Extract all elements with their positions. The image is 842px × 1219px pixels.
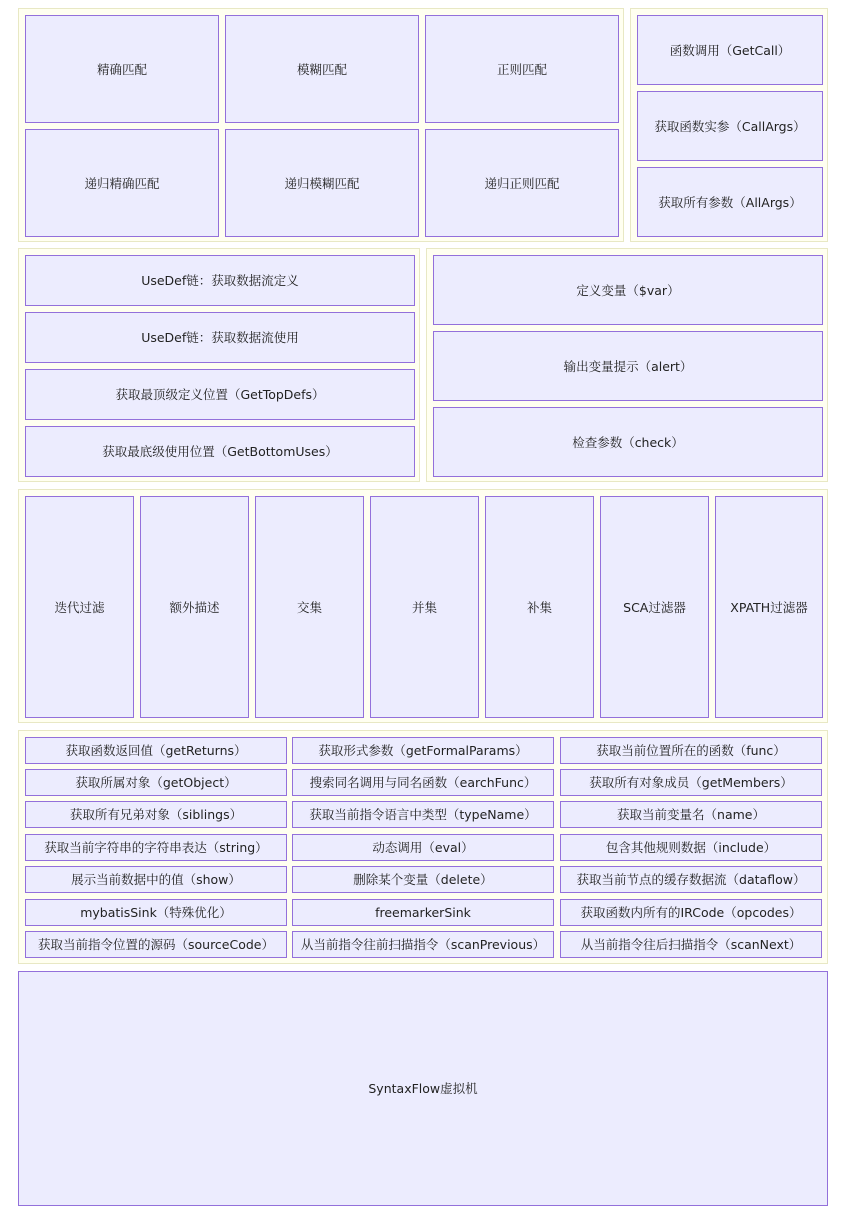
native-call-box: 获取当前节点的缓存数据流（dataflow） (560, 866, 822, 893)
check-box: 检查参数（check） (433, 407, 823, 477)
native-call-box: 获取当前字符串的字符串表达（string） (25, 834, 287, 861)
native-call-group (18, 730, 828, 964)
native-call-box: 获取函数内所有的IRCode（opcodes） (560, 899, 822, 926)
native-call-box: 展示当前数据中的值（show） (25, 866, 287, 893)
native-call-box: 获取所有对象成员（getMembers） (560, 769, 822, 796)
define-var-box: 定义变量（$var） (433, 255, 823, 325)
usedef-def-box: UseDef链：获取数据流定义 (25, 255, 415, 306)
recursive-regex-match-box: 递归正则匹配 (425, 129, 619, 237)
call-args-box: 获取函数实参（CallArgs） (637, 91, 823, 161)
filter-box: SCA过滤器 (600, 496, 709, 718)
get-call-box: 函数调用（GetCall） (637, 15, 823, 85)
filter-box: 并集 (370, 496, 479, 718)
filter-box: 迭代过滤 (25, 496, 134, 718)
filter-box: XPATH过滤器 (715, 496, 823, 718)
native-call-box: mybatisSink（特殊优化） (25, 899, 287, 926)
filter-box: 补集 (485, 496, 594, 718)
native-call-box: 获取当前变量名（name） (560, 801, 822, 828)
native-call-box: 获取所属对象（getObject） (25, 769, 287, 796)
exact-match-box: 精确匹配 (25, 15, 219, 123)
call-group (630, 8, 828, 242)
filter-group (18, 489, 828, 723)
top-defs-box: 获取最顶级定义位置（GetTopDefs） (25, 369, 415, 420)
regex-match-box: 正则匹配 (425, 15, 619, 123)
usedef-group (18, 248, 420, 482)
filter-box: 额外描述 (140, 496, 249, 718)
fuzzy-match-box: 模糊匹配 (225, 15, 419, 123)
native-call-box: 获取当前位置所在的函数（func） (560, 737, 822, 764)
native-call-box: 获取所有兄弟对象（siblings） (25, 801, 287, 828)
recursive-exact-match-box: 递归精确匹配 (25, 129, 219, 237)
native-call-box: 删除某个变量（delete） (292, 866, 554, 893)
variable-group (426, 248, 828, 482)
native-call-box: 获取形式参数（getFormalParams） (292, 737, 554, 764)
native-call-box: 从当前指令往前扫描指令（scanPrevious） (292, 931, 554, 958)
native-call-box: 包含其他规则数据（include） (560, 834, 822, 861)
all-args-box: 获取所有参数（AllArgs） (637, 167, 823, 237)
native-call-box: 从当前指令往后扫描指令（scanNext） (560, 931, 822, 958)
match-group (18, 8, 624, 242)
native-call-box: 动态调用（eval） (292, 834, 554, 861)
native-call-box: 获取当前指令位置的源码（sourceCode） (25, 931, 287, 958)
bottom-uses-box: 获取最底级使用位置（GetBottomUses） (25, 426, 415, 477)
usedef-use-box: UseDef链：获取数据流使用 (25, 312, 415, 363)
native-call-box: 获取当前指令语言中类型（typeName） (292, 801, 554, 828)
native-call-box: 获取函数返回值（getReturns） (25, 737, 287, 764)
native-call-box: freemarkerSink (292, 899, 554, 926)
syntaxflow-vm-box: SyntaxFlow虚拟机 (18, 971, 828, 1206)
native-call-box: 搜索同名调用与同名函数（earchFunc） (292, 769, 554, 796)
recursive-fuzzy-match-box: 递归模糊匹配 (225, 129, 419, 237)
filter-box: 交集 (255, 496, 364, 718)
alert-box: 输出变量提示（alert） (433, 331, 823, 401)
